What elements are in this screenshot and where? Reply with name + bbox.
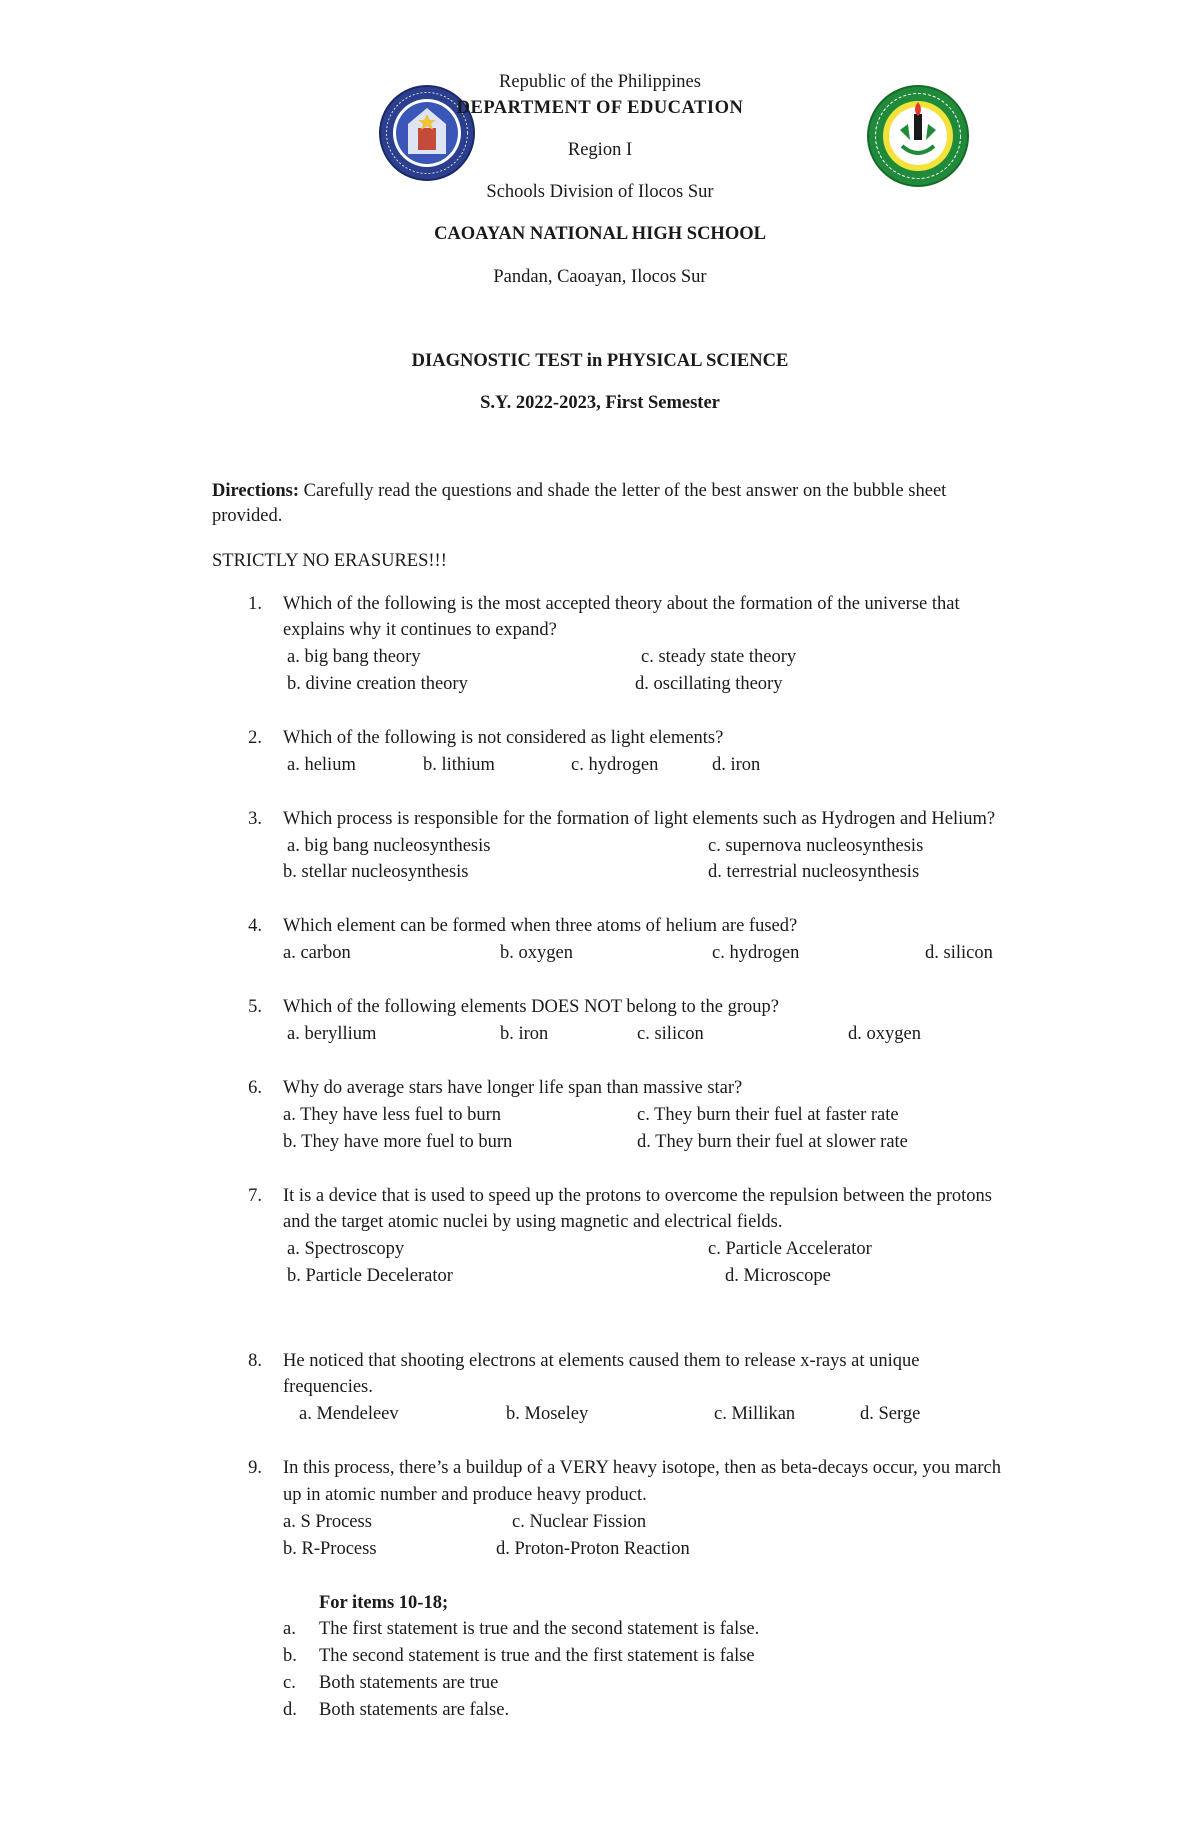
- choice-a: a. helium: [287, 755, 356, 775]
- test-term: S.Y. 2022-2023, First Semester: [480, 393, 720, 413]
- choice-a: a. S Process: [283, 1512, 372, 1532]
- directions-line-1: [212, 481, 946, 502]
- question-text: up in atomic number and produce heavy product.: [283, 1485, 647, 1505]
- choice-b: b. oxygen: [500, 943, 573, 963]
- option-text: The second statement is true and the first statement is false: [319, 1646, 755, 1666]
- choice-d: d. Microscope: [725, 1266, 831, 1286]
- choice-b: b. divine creation theory: [287, 674, 468, 694]
- choice-c: c. silicon: [637, 1024, 704, 1044]
- choice-a: a. big bang nucleosynthesis: [287, 836, 491, 856]
- question-text: It is a device that is used to speed up the protons to overcome the repulsion between the protons: [283, 1186, 992, 1206]
- choice-d: d. Proton-Proton Reaction: [496, 1539, 690, 1559]
- choice-a: a. Mendeleev: [299, 1404, 399, 1424]
- choice-c: c. They burn their fuel at faster rate: [637, 1105, 899, 1125]
- question-number: 6.: [248, 1078, 262, 1098]
- question-text: Which of the following is not considered as light elements?: [283, 728, 724, 748]
- division-line: Schools Division of Ilocos Sur: [486, 182, 714, 202]
- question-text: Which of the following is the most accepted theory about the formation of the universe that: [283, 594, 960, 614]
- choice-d: d. terrestrial nucleosynthesis: [708, 862, 920, 882]
- choice-d: d. iron: [712, 755, 761, 775]
- question-text: Which process is responsible for the formation of light elements such as Hydrogen and Helium?: [283, 809, 996, 829]
- choice-a: a. beryllium: [287, 1024, 377, 1044]
- school-name: CAOAYAN NATIONAL HIGH SCHOOL: [434, 224, 766, 244]
- choice-b: b. iron: [500, 1024, 549, 1044]
- choice-d: d. They burn their fuel at slower rate: [637, 1132, 908, 1152]
- choice-c: c. steady state theory: [641, 647, 797, 667]
- question-number: 7.: [248, 1186, 262, 1206]
- choice-d: d. Serge: [860, 1404, 921, 1424]
- choice-d: d. oxygen: [848, 1024, 921, 1044]
- option-text: Both statements are true: [319, 1673, 499, 1693]
- choice-d: d. silicon: [925, 943, 993, 963]
- choice-c: c. Millikan: [714, 1404, 796, 1424]
- directions-text: Carefully read the questions and shade the letter of the best answer on the bubble sheet: [299, 481, 947, 501]
- option-letter: b.: [283, 1646, 297, 1666]
- question-text: He noticed that shooting electrons at elements caused them to release x-rays at unique: [283, 1351, 920, 1371]
- test-title: DIAGNOSTIC TEST in PHYSICAL SCIENCE: [411, 351, 789, 371]
- choice-d: d. oscillating theory: [635, 674, 783, 694]
- choice-a: a. carbon: [283, 943, 351, 963]
- choice-c: c. Particle Accelerator: [708, 1239, 872, 1259]
- directions-line-2: provided.: [212, 506, 283, 526]
- question-text: Which element can be formed when three atoms of helium are fused?: [283, 916, 798, 936]
- question-number: 2.: [248, 728, 262, 748]
- question-text: In this process, there’s a buildup of a VERY heavy isotope, then as beta-decays occur, you march: [283, 1458, 1001, 1478]
- question-text: Why do average stars have longer life span than massive star?: [283, 1078, 743, 1098]
- directions-label: Directions:: [212, 481, 299, 501]
- question-number: 5.: [248, 997, 262, 1017]
- choice-b: b. lithium: [423, 755, 495, 775]
- choice-a: a. Spectroscopy: [287, 1239, 405, 1259]
- option-letter: d.: [283, 1700, 297, 1720]
- question-number: 9.: [248, 1458, 262, 1478]
- choice-a: a. big bang theory: [287, 647, 421, 667]
- choice-b: b. stellar nucleosynthesis: [283, 862, 469, 882]
- question-number: 4.: [248, 916, 262, 936]
- choice-c: c. hydrogen: [712, 943, 800, 963]
- option-letter: c.: [283, 1673, 296, 1693]
- question-text: frequencies.: [283, 1377, 373, 1397]
- choice-c: c. supernova nucleosynthesis: [708, 836, 924, 856]
- school-address: Pandan, Caoayan, Ilocos Sur: [493, 267, 707, 287]
- question-text: Which of the following elements DOES NOT belong to the group?: [283, 997, 779, 1017]
- no-erasures-warning: STRICTLY NO ERASURES!!!: [212, 551, 447, 571]
- choice-c: c. hydrogen: [571, 755, 659, 775]
- question-text: and the target atomic nuclei by using magnetic and electrical fields.: [283, 1212, 783, 1232]
- department-line: DEPARTMENT OF EDUCATION: [456, 98, 744, 118]
- option-text: Both statements are false.: [319, 1700, 510, 1720]
- choice-a: a. They have less fuel to burn: [283, 1105, 501, 1125]
- option-text: The first statement is true and the second statement is false.: [319, 1619, 760, 1639]
- question-number: 3.: [248, 809, 262, 829]
- question-text: explains why it continues to expand?: [283, 620, 557, 640]
- republic-line: Republic of the Philippines: [499, 72, 701, 92]
- question-number: 8.: [248, 1351, 262, 1371]
- choice-b: b. They have more fuel to burn: [283, 1132, 513, 1152]
- choice-b: b. Particle Decelerator: [287, 1266, 453, 1286]
- region-line: Region I: [567, 140, 633, 160]
- choice-b: b. R-Process: [283, 1539, 377, 1559]
- question-number: 1.: [248, 594, 262, 614]
- choice-b: b. Moseley: [506, 1404, 589, 1424]
- option-letter: a.: [283, 1619, 296, 1639]
- choice-c: c. Nuclear Fission: [512, 1512, 647, 1532]
- items-10-18-heading: For items 10-18;: [319, 1593, 449, 1613]
